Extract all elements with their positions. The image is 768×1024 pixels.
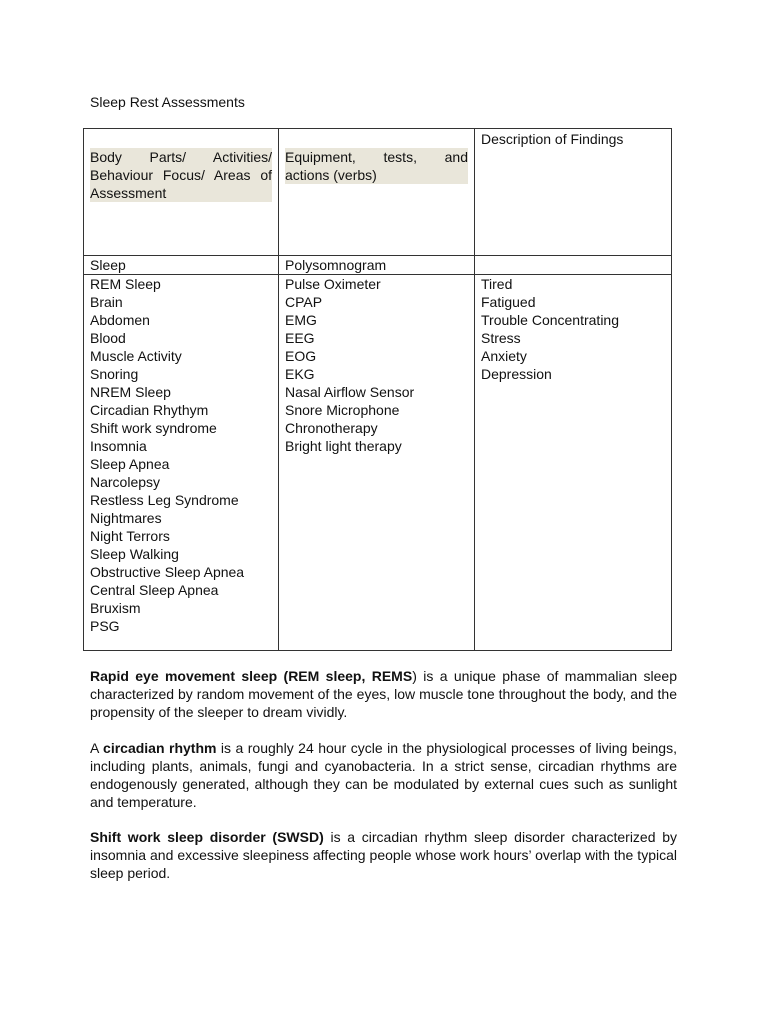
equipment-item: CPAP — [285, 294, 323, 310]
table-header-row — [84, 129, 672, 256]
table-row — [84, 256, 672, 275]
body-part-item: Shift work syndrome — [90, 420, 217, 436]
body-parts-list — [90, 275, 272, 635]
body-part-item: Narcolepsy — [90, 474, 161, 490]
body-part-item: Insomnia — [90, 438, 147, 454]
body-parts-cell — [84, 275, 279, 651]
body-part-item: Blood — [90, 330, 126, 346]
paragraph-shift-work — [90, 828, 677, 882]
findings-list — [481, 275, 665, 383]
finding-item: Anxiety — [481, 348, 527, 364]
body-part-item: Night Terrors — [90, 528, 170, 544]
equipment-item: EKG — [285, 366, 315, 382]
equipment-list — [285, 275, 468, 455]
circadian-definition: is a roughly 24 hour cycle in the physiological processes of living beings, including plants, animals, fungi and cyanobacteria. In a strict sense, circadian rhythms are endogenously generated, although they can be modulated by external cues such as sunlight and temperature. — [90, 740, 677, 810]
sleep-row-findings — [475, 256, 672, 275]
document-title: Sleep Rest Assessments — [90, 94, 245, 110]
equipment-item: EEG — [285, 330, 315, 346]
body-part-item: Muscle Activity — [90, 348, 182, 364]
equipment-item: Bright light therapy — [285, 438, 402, 454]
body-part-item: Abdomen — [90, 312, 150, 328]
finding-item: Tired — [481, 276, 513, 292]
equipment-item: Snore Microphone — [285, 402, 400, 418]
body-part-item: Brain — [90, 294, 123, 310]
header-cell-findings — [475, 129, 672, 256]
equipment-item: Pulse Oximeter — [285, 276, 381, 292]
table-row — [84, 275, 672, 651]
swsd-definition: is a circadian rhythm sleep disorder characterized by insomnia and excessive sleepiness affecting people whose work hours’ overlap with the typical sleep period. — [90, 829, 677, 881]
header-body-parts-label: Body Parts/ Activities/ Behaviour Focus/ Areas of Assessment — [90, 149, 272, 201]
body-part-item: Nightmares — [90, 510, 162, 526]
body-part-item: NREM Sleep — [90, 384, 171, 400]
body-part-item: PSG — [90, 618, 120, 634]
findings-cell — [475, 275, 672, 651]
finding-item: Fatigued — [481, 294, 536, 310]
equipment-item: EMG — [285, 312, 317, 328]
body-part-item: Sleep Walking — [90, 546, 179, 562]
paragraph-circadian-rhythm — [90, 739, 677, 811]
header-findings-label: Description of Findings — [481, 131, 624, 147]
finding-item: Stress — [481, 330, 521, 346]
equipment-item: Nasal Airflow Sensor — [285, 384, 415, 400]
finding-item: Depression — [481, 366, 552, 382]
header-cell-body-parts — [84, 129, 279, 256]
body-part-item: Sleep Apnea — [90, 456, 170, 472]
assessment-table — [83, 128, 672, 651]
term-rem-sleep: Rapid eye movement sleep (REM sleep, REMS — [90, 668, 413, 684]
equipment-cell — [279, 275, 475, 651]
body-part-item: Circadian Rhythym — [90, 402, 209, 418]
header-cell-equipment — [279, 129, 475, 256]
body-part-item: Restless Leg Syndrome — [90, 492, 239, 508]
equipment-item: Chronotherapy — [285, 420, 378, 436]
circadian-prefix: A — [90, 740, 104, 756]
rem-definition: ) is a unique phase of mammalian sleep characterized by random movement of the eyes, low muscle tone throughout the body, and the propensity of the sleeper to dream vividly. — [90, 668, 677, 720]
finding-item: Trouble Concentrating — [481, 312, 620, 328]
body-part-item: REM Sleep — [90, 276, 161, 292]
body-part-item: Snoring — [90, 366, 139, 382]
body-part-item: Obstructive Sleep Apnea — [90, 564, 245, 580]
sleep-row-body-part: Sleep — [84, 256, 279, 275]
term-circadian-rhythm: circadian rhythm — [103, 740, 217, 756]
body-part-item: Central Sleep Apnea — [90, 582, 219, 598]
sleep-row-equipment: Polysomnogram — [279, 256, 475, 275]
header-equipment-label: Equipment, tests, and actions (verbs) — [285, 149, 468, 183]
body-part-item: Bruxism — [90, 600, 141, 616]
paragraph-rem-sleep — [90, 667, 677, 721]
equipment-item: EOG — [285, 348, 317, 364]
term-swsd: Shift work sleep disorder (SWSD) — [90, 829, 324, 845]
